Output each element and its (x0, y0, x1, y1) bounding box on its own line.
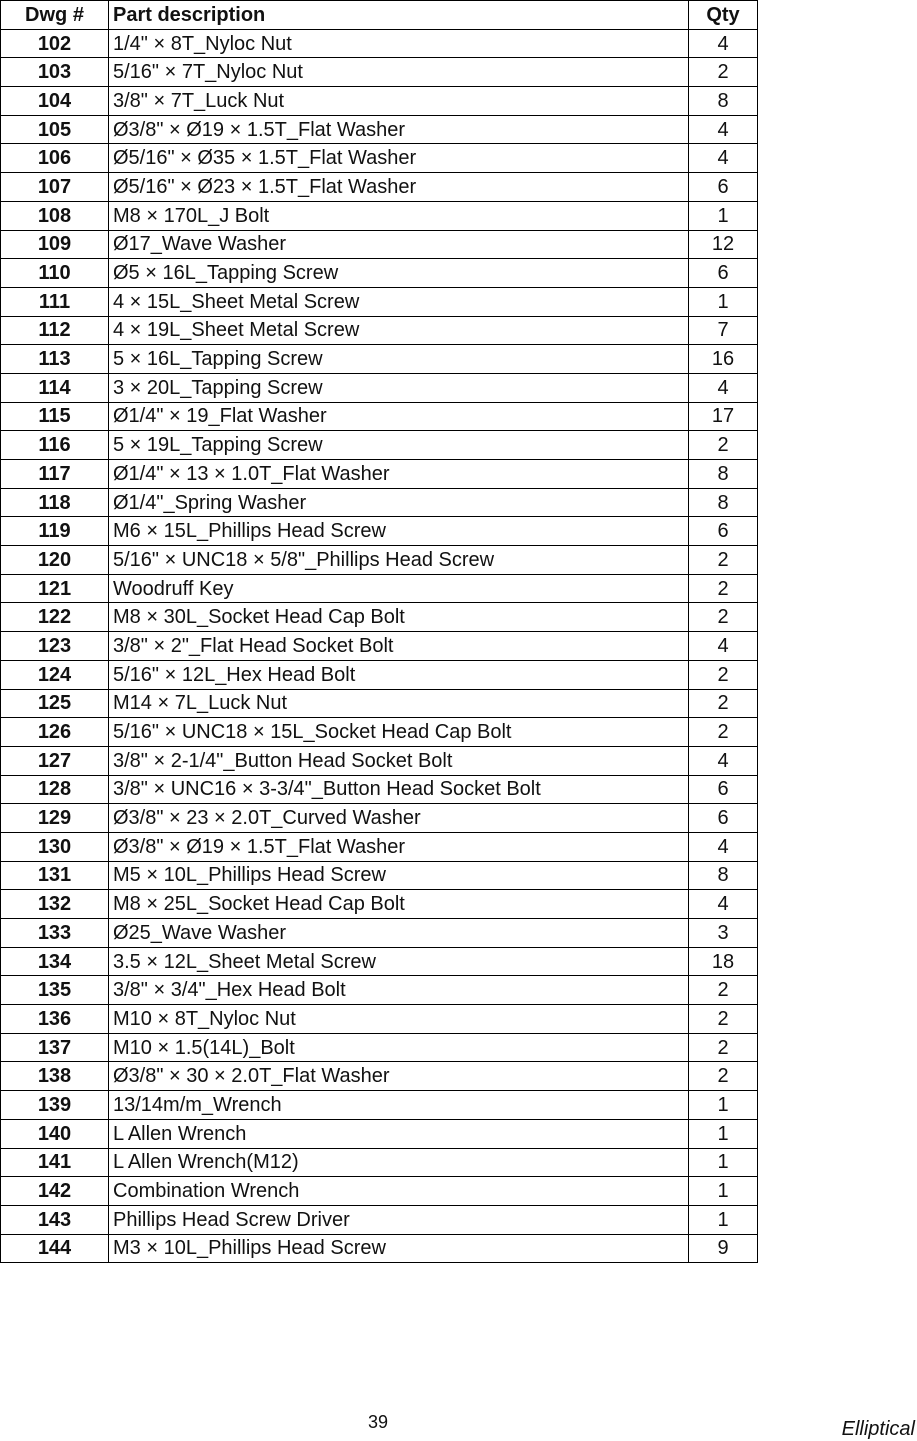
part-description-cell: Ø3/8" × 23 × 2.0T_Curved Washer (109, 804, 689, 833)
table-row (1, 546, 758, 575)
part-description-cell: M8 × 25L_Socket Head Cap Bolt (109, 890, 689, 919)
part-description-cell: 4 × 15L_Sheet Metal Screw (109, 287, 689, 316)
qty-cell: 9 (689, 1234, 758, 1263)
part-description-cell: Ø1/4"_Spring Washer (109, 488, 689, 517)
part-description-cell: 3/8" × 3/4"_Hex Head Bolt (109, 976, 689, 1005)
dwg-number-cell: 114 (1, 373, 109, 402)
table-row (1, 201, 758, 230)
table-row (1, 173, 758, 202)
part-description-cell: 3/8" × 2-1/4"_Button Head Socket Bolt (109, 746, 689, 775)
qty-cell: 4 (689, 746, 758, 775)
qty-cell: 2 (689, 660, 758, 689)
header-qty: Qty (689, 1, 758, 30)
qty-cell: 7 (689, 316, 758, 345)
part-description-cell: 3/8" × 7T_Luck Nut (109, 87, 689, 116)
table-row (1, 832, 758, 861)
dwg-number-cell: 112 (1, 316, 109, 345)
qty-cell: 17 (689, 402, 758, 431)
table-row (1, 58, 758, 87)
dwg-number-cell: 106 (1, 144, 109, 173)
table-row (1, 603, 758, 632)
header-part-description: Part description (109, 1, 689, 30)
dwg-number-cell: 142 (1, 1177, 109, 1206)
table-row (1, 919, 758, 948)
dwg-number-cell: 136 (1, 1005, 109, 1034)
qty-cell: 4 (689, 29, 758, 58)
dwg-number-cell: 120 (1, 546, 109, 575)
part-description-cell: 1/4" × 8T_Nyloc Nut (109, 29, 689, 58)
part-description-cell: 3.5 × 12L_Sheet Metal Screw (109, 947, 689, 976)
qty-cell: 12 (689, 230, 758, 259)
table-row (1, 1091, 758, 1120)
dwg-number-cell: 126 (1, 718, 109, 747)
part-description-cell: Combination Wrench (109, 1177, 689, 1206)
table-row (1, 574, 758, 603)
dwg-number-cell: 129 (1, 804, 109, 833)
dwg-number-cell: 131 (1, 861, 109, 890)
dwg-number-cell: 118 (1, 488, 109, 517)
qty-cell: 2 (689, 718, 758, 747)
qty-cell: 4 (689, 115, 758, 144)
table-row (1, 29, 758, 58)
dwg-number-cell: 113 (1, 345, 109, 374)
qty-cell: 6 (689, 775, 758, 804)
table-row (1, 804, 758, 833)
table-row (1, 402, 758, 431)
dwg-number-cell: 109 (1, 230, 109, 259)
part-description-cell: M8 × 170L_J Bolt (109, 201, 689, 230)
qty-cell: 3 (689, 919, 758, 948)
qty-cell: 6 (689, 173, 758, 202)
qty-cell: 2 (689, 58, 758, 87)
part-description-cell: Woodruff Key (109, 574, 689, 603)
table-row (1, 115, 758, 144)
part-description-cell: M3 × 10L_Phillips Head Screw (109, 1234, 689, 1263)
part-description-cell: 5/16" × 12L_Hex Head Bolt (109, 660, 689, 689)
table-row (1, 1177, 758, 1206)
qty-cell: 1 (689, 1148, 758, 1177)
qty-cell: 2 (689, 689, 758, 718)
table-row (1, 144, 758, 173)
qty-cell: 2 (689, 1033, 758, 1062)
part-description-cell: Ø3/8" × Ø19 × 1.5T_Flat Washer (109, 832, 689, 861)
dwg-number-cell: 139 (1, 1091, 109, 1120)
part-description-cell: Ø1/4" × 13 × 1.0T_Flat Washer (109, 460, 689, 489)
dwg-number-cell: 138 (1, 1062, 109, 1091)
table-row (1, 345, 758, 374)
part-description-cell: 5/16" × UNC18 × 15L_Socket Head Cap Bolt (109, 718, 689, 747)
part-description-cell: L Allen Wrench(M12) (109, 1148, 689, 1177)
dwg-number-cell: 102 (1, 29, 109, 58)
table-row (1, 861, 758, 890)
dwg-number-cell: 133 (1, 919, 109, 948)
part-description-cell: Phillips Head Screw Driver (109, 1205, 689, 1234)
table-row (1, 488, 758, 517)
table-header-row (1, 1, 758, 30)
dwg-number-cell: 108 (1, 201, 109, 230)
qty-cell: 1 (689, 1205, 758, 1234)
part-description-cell: Ø25_Wave Washer (109, 919, 689, 948)
part-description-cell: Ø3/8" × Ø19 × 1.5T_Flat Washer (109, 115, 689, 144)
part-description-cell: 3/8" × 2"_Flat Head Socket Bolt (109, 632, 689, 661)
dwg-number-cell: 127 (1, 746, 109, 775)
qty-cell: 4 (689, 373, 758, 402)
qty-cell: 18 (689, 947, 758, 976)
dwg-number-cell: 143 (1, 1205, 109, 1234)
qty-cell: 1 (689, 1091, 758, 1120)
part-description-cell: Ø5/16" × Ø35 × 1.5T_Flat Washer (109, 144, 689, 173)
header-dwg: Dwg # (1, 1, 109, 30)
dwg-number-cell: 107 (1, 173, 109, 202)
qty-cell: 2 (689, 574, 758, 603)
table-row (1, 373, 758, 402)
table-row (1, 517, 758, 546)
dwg-number-cell: 130 (1, 832, 109, 861)
part-description-cell: 5/16" × 7T_Nyloc Nut (109, 58, 689, 87)
table-row (1, 632, 758, 661)
table-row (1, 287, 758, 316)
qty-cell: 8 (689, 87, 758, 116)
qty-cell: 4 (689, 890, 758, 919)
table-row (1, 1062, 758, 1091)
dwg-number-cell: 110 (1, 259, 109, 288)
page-number: 39 (367, 1412, 389, 1432)
part-description-cell: 5/16" × UNC18 × 5/8"_Phillips Head Screw (109, 546, 689, 575)
dwg-number-cell: 115 (1, 402, 109, 431)
qty-cell: 16 (689, 345, 758, 374)
dwg-number-cell: 111 (1, 287, 109, 316)
dwg-number-cell: 117 (1, 460, 109, 489)
table-row (1, 230, 758, 259)
dwg-number-cell: 119 (1, 517, 109, 546)
qty-cell: 2 (689, 603, 758, 632)
qty-cell: 1 (689, 1119, 758, 1148)
dwg-number-cell: 116 (1, 431, 109, 460)
table-row (1, 1033, 758, 1062)
table-row (1, 947, 758, 976)
qty-cell: 4 (689, 832, 758, 861)
qty-cell: 2 (689, 976, 758, 1005)
dwg-number-cell: 103 (1, 58, 109, 87)
qty-cell: 2 (689, 1062, 758, 1091)
table-row (1, 460, 758, 489)
part-description-cell: 3/8" × UNC16 × 3-3/4"_Button Head Socket Bolt (109, 775, 689, 804)
part-description-cell: M10 × 8T_Nyloc Nut (109, 1005, 689, 1034)
part-description-cell: 5 × 19L_Tapping Screw (109, 431, 689, 460)
part-description-cell: Ø3/8" × 30 × 2.0T_Flat Washer (109, 1062, 689, 1091)
dwg-number-cell: 134 (1, 947, 109, 976)
part-description-cell: M8 × 30L_Socket Head Cap Bolt (109, 603, 689, 632)
part-description-cell: Ø1/4" × 19_Flat Washer (109, 402, 689, 431)
table-row (1, 775, 758, 804)
table-row (1, 746, 758, 775)
dwg-number-cell: 122 (1, 603, 109, 632)
qty-cell: 6 (689, 804, 758, 833)
part-description-cell: L Allen Wrench (109, 1119, 689, 1148)
part-description-cell: 5 × 16L_Tapping Screw (109, 345, 689, 374)
part-description-cell: Ø5/16" × Ø23 × 1.5T_Flat Washer (109, 173, 689, 202)
qty-cell: 1 (689, 201, 758, 230)
qty-cell: 1 (689, 287, 758, 316)
dwg-number-cell: 141 (1, 1148, 109, 1177)
dwg-number-cell: 137 (1, 1033, 109, 1062)
qty-cell: 2 (689, 1005, 758, 1034)
part-description-cell: Ø5 × 16L_Tapping Screw (109, 259, 689, 288)
table-row (1, 689, 758, 718)
part-description-cell: 4 × 19L_Sheet Metal Screw (109, 316, 689, 345)
part-description-cell: M14 × 7L_Luck Nut (109, 689, 689, 718)
part-description-cell: Ø17_Wave Washer (109, 230, 689, 259)
dwg-number-cell: 121 (1, 574, 109, 603)
qty-cell: 2 (689, 546, 758, 575)
qty-cell: 4 (689, 144, 758, 173)
dwg-number-cell: 144 (1, 1234, 109, 1263)
dwg-number-cell: 124 (1, 660, 109, 689)
table-row (1, 87, 758, 116)
qty-cell: 6 (689, 259, 758, 288)
footer-label: Elliptical (841, 1418, 915, 1440)
part-description-cell: M10 × 1.5(14L)_Bolt (109, 1033, 689, 1062)
dwg-number-cell: 128 (1, 775, 109, 804)
dwg-number-cell: 125 (1, 689, 109, 718)
qty-cell: 2 (689, 431, 758, 460)
qty-cell: 1 (689, 1177, 758, 1206)
table-row (1, 1119, 758, 1148)
table-row (1, 259, 758, 288)
qty-cell: 8 (689, 861, 758, 890)
table-row (1, 316, 758, 345)
dwg-number-cell: 104 (1, 87, 109, 116)
table-row (1, 1005, 758, 1034)
dwg-number-cell: 105 (1, 115, 109, 144)
qty-cell: 4 (689, 632, 758, 661)
table-row (1, 718, 758, 747)
qty-cell: 8 (689, 460, 758, 489)
dwg-number-cell: 140 (1, 1119, 109, 1148)
dwg-number-cell: 132 (1, 890, 109, 919)
table-row (1, 1148, 758, 1177)
part-description-cell: M6 × 15L_Phillips Head Screw (109, 517, 689, 546)
qty-cell: 6 (689, 517, 758, 546)
dwg-number-cell: 123 (1, 632, 109, 661)
table-row (1, 660, 758, 689)
table-row (1, 431, 758, 460)
dwg-number-cell: 135 (1, 976, 109, 1005)
qty-cell: 8 (689, 488, 758, 517)
part-description-cell: M5 × 10L_Phillips Head Screw (109, 861, 689, 890)
table-row (1, 1234, 758, 1263)
table-row (1, 976, 758, 1005)
part-description-cell: 3 × 20L_Tapping Screw (109, 373, 689, 402)
part-description-cell: 13/14m/m_Wrench (109, 1091, 689, 1120)
table-row (1, 890, 758, 919)
table-row (1, 1205, 758, 1234)
